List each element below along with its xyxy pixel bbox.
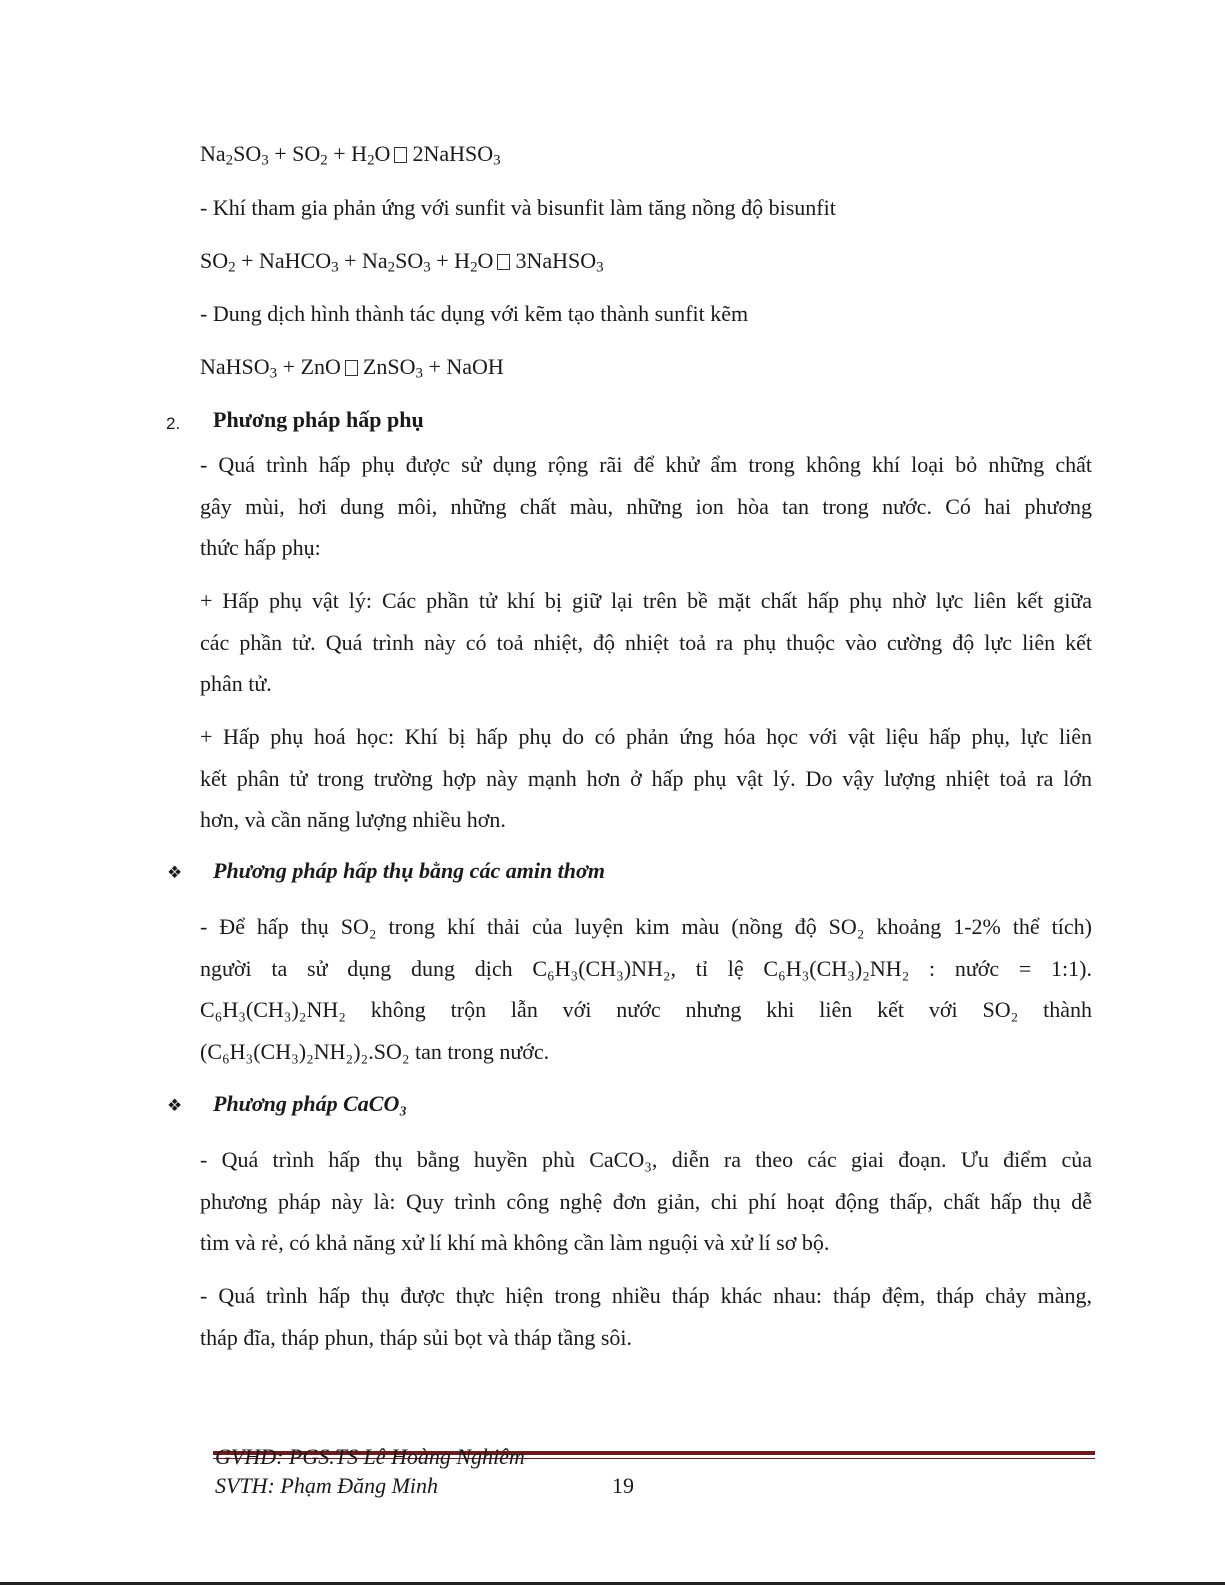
footer-gvhd: GVHD: PGS.TS Lê Hoàng Nghiêm xyxy=(215,1444,525,1469)
section-2-paragraph-2 xyxy=(200,580,1092,705)
section-2-number: 2. xyxy=(166,414,181,433)
missing-glyph-arrow-icon xyxy=(394,147,407,163)
text-line: - Để hấp thụ SO₂ trong khí thải của luyện kim màu (nồng độ SO₂ khoảng 1-2% thể tích) xyxy=(200,914,1092,939)
diamond-bullet-icon: ❖ xyxy=(167,1096,183,1115)
section-2-paragraph-3 xyxy=(200,716,1092,841)
text-line: các phần tử. Quá trình này có toả nhiệt, độ nhiệt toả ra phụ thuộc vào cường độ lực liên kết xyxy=(200,629,1092,655)
text-line: phân tử. xyxy=(200,671,272,696)
line-khi: - Khí tham gia phản ứng với sunfit và bisunfit làm tăng nồng độ bisunfit xyxy=(200,195,836,220)
text-line: - Quá trình hấp phụ được sử dụng rộng rãi để khử ẩm trong không khí loại bỏ những chất xyxy=(200,452,1092,477)
diamond-bullet-icon: ❖ xyxy=(167,863,183,882)
text-line: - Quá trình hấp thụ được thực hiện trong nhiều tháp khác nhau: tháp đệm, tháp chảy màng, xyxy=(200,1283,1092,1308)
text-line: gây mùi, hơi dung môi, những chất màu, những ion hòa tan trong nước. Có hai phương xyxy=(200,493,1092,519)
footer-svth: SVTH: Phạm Đăng Minh xyxy=(215,1473,439,1498)
text-line: tìm và rẻ, có khả năng xử lí khí mà không cần làm nguội và xử lí sơ bộ. xyxy=(200,1230,830,1255)
page-number: 19 xyxy=(612,1473,634,1498)
equation-3: NaHSO$_3$ + ZnO ZnSO$_3$ + NaOH xyxy=(200,354,504,382)
equation-1-text: $Na_2SO_3 + SO_2 + H_2O$ 2NaHSO$_3$ xyxy=(200,141,501,169)
line-dung-dich: - Dung dịch hình thành tác dụng với kẽm tạo thành sunfit kẽm xyxy=(200,301,749,326)
text-line: phương pháp này là: Quy trình công nghệ đơn giản, chi phí hoạt động thấp, chất hấp thụ dễ xyxy=(200,1188,1092,1214)
text-line: + Hấp phụ hoá học: Khí bị hấp phụ do có phản ứng hóa học với vật liệu hấp phụ, lực liên xyxy=(200,724,1092,749)
text-line: tháp đĩa, tháp phun, tháp sủi bọt và tháp tầng sôi. xyxy=(200,1324,632,1350)
section-2-paragraph-1 xyxy=(200,444,1092,569)
text-line: - Quá trình hấp thụ bằng huyền phù CaCO₃, diễn ra theo các giai đoạn. Ưu điểm của xyxy=(200,1147,1092,1172)
text-line: (C₆H₃(CH₃)₂NH₂)₂.SO₂ tan trong nước. xyxy=(200,1038,550,1064)
caco3-paragraph-2 xyxy=(200,1275,1092,1358)
text-line: + Hấp phụ vật lý: Các phần tử khí bị giữ lại trên bề mặt chất hấp phụ nhờ lực liên kết giữa xyxy=(200,588,1092,613)
text-line: thức hấp phụ: xyxy=(200,535,321,560)
text-line: kết phân tử trong trường hợp này mạnh hơn ở hấp phụ vật lý. Do vậy lượng nhiệt toả ra lớn xyxy=(200,765,1092,791)
text-line: người ta sử dụng dung dịch C₆H₃(CH₃)NH₂, tỉ lệ C₆H₃(CH₃)₂NH₂ : nước = 1:1). xyxy=(200,955,1092,981)
equation-1 xyxy=(200,141,501,169)
amin-section-title: Phương pháp hấp thụ bằng các amin thơm xyxy=(213,858,605,883)
equation-2: $SO_2$ + NaHCO$_3$ + $Na_2SO_3 + H_2O$ 3NaHSO$_3$ xyxy=(200,248,604,276)
text-line: hơn, và cần năng lượng nhiều hơn. xyxy=(200,807,506,832)
missing-glyph-arrow-icon xyxy=(497,254,510,270)
caco3-paragraph-1 xyxy=(200,1139,1092,1264)
caco3-section-title: Phương pháp CaCO₃ xyxy=(213,1091,408,1116)
missing-glyph-arrow-icon xyxy=(345,360,358,376)
section-2-title: Phương pháp hấp phụ xyxy=(213,407,424,432)
amin-paragraph xyxy=(200,906,1092,1072)
text-line: C₆H₃(CH₃)₂NH₂ không trộn lẫn với nước nhưng khi liên kết với SO₂ thành xyxy=(200,997,1092,1022)
